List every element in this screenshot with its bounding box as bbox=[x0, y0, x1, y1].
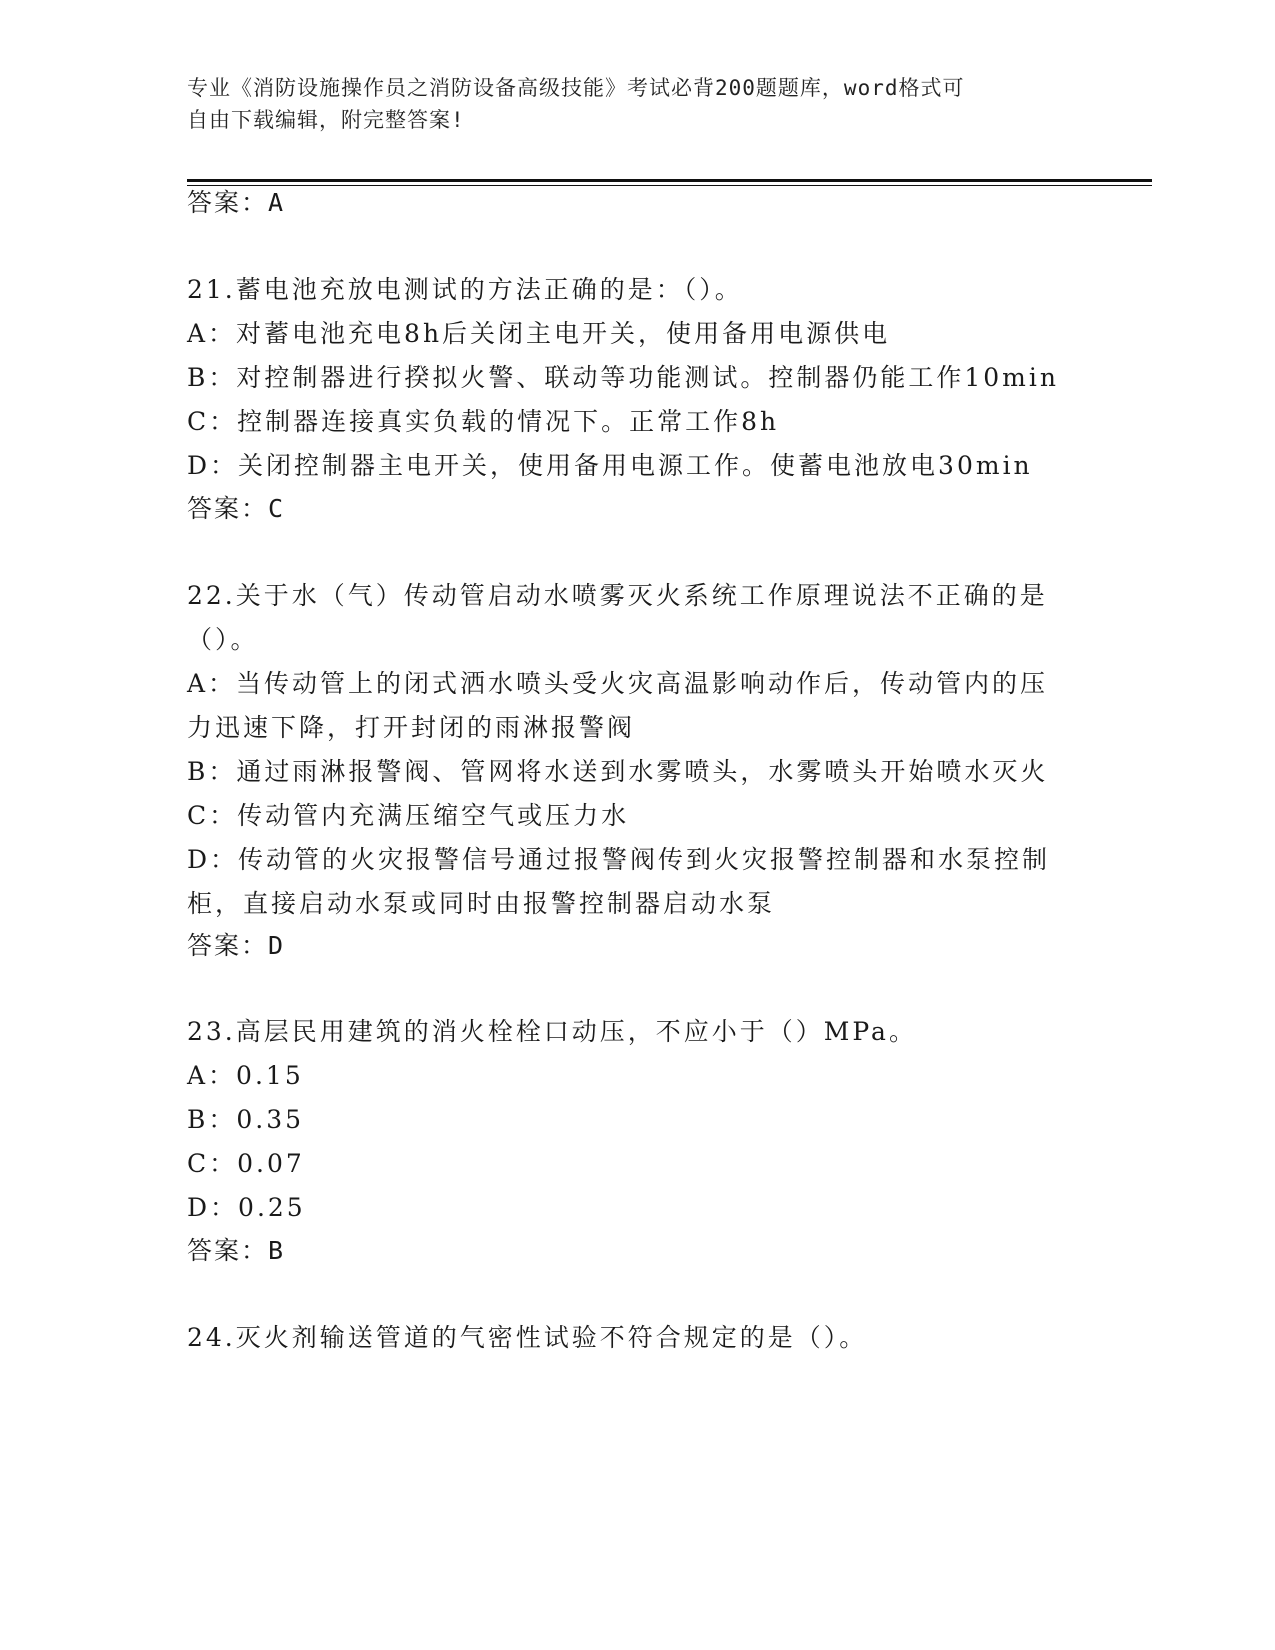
document-header bbox=[187, 72, 1067, 136]
question-21-option-a: A：对蓄电池充电8h后关闭主电开关，使用备用电源供电 bbox=[187, 319, 891, 348]
question-21-option-c: C：控制器连接真实负载的情况下。正常工作8h bbox=[187, 407, 780, 436]
question-23-option-d: D：0.25 bbox=[187, 1193, 306, 1222]
question-21-answer: 答案：C bbox=[187, 494, 286, 523]
question-23-option-b: B：0.35 bbox=[187, 1105, 305, 1134]
question-21-option-b: B：对控制器进行揆拟火警、联动等功能测试。控制器仍能工作10min bbox=[187, 363, 1059, 392]
question-24-stem: 24.灭火剂输送管道的气密性试验不符合规定的是（）。 bbox=[187, 1323, 868, 1352]
header-rule-thick bbox=[187, 179, 1152, 182]
question-22-option-d-line-1: D：传动管的火灾报警信号通过报警阀传到火灾报警控制器和水泵控制 bbox=[187, 845, 1051, 874]
question-23-option-c: C：0.07 bbox=[187, 1149, 305, 1178]
question-22-option-a-line-1: A：当传动管上的闭式洒水喷头受火灾高温影响动作后，传动管内的压 bbox=[187, 669, 1049, 698]
question-23-option-a: A：0.15 bbox=[187, 1061, 304, 1090]
question-22-option-a-line-2: 力迅速下降，打开封闭的雨淋报警阀 bbox=[187, 713, 636, 742]
answer-previous: 答案：A bbox=[187, 188, 286, 217]
question-22-option-d-line-2: 柜，直接启动水泵或同时由报警控制器启动水泵 bbox=[187, 889, 776, 918]
header-line-2: 自由下载编辑，附完整答案! bbox=[187, 108, 465, 132]
question-21-option-d: D：关闭控制器主电开关，使用备用电源工作。使蓄电池放电30min bbox=[187, 451, 1033, 480]
question-22-option-b: B：通过雨淋报警阀、管网将水送到水雾喷头，水雾喷头开始喷水灭火 bbox=[187, 757, 1049, 786]
question-23-answer: 答案：B bbox=[187, 1236, 286, 1265]
question-21-stem: 21.蓄电池充放电测试的方法正确的是：（）。 bbox=[187, 275, 743, 304]
header-line-1: 专业《消防设施操作员之消防设备高级技能》考试必背200题题库，word格式可 bbox=[187, 76, 965, 100]
question-22-option-c: C：传动管内充满压缩空气或压力水 bbox=[187, 801, 630, 830]
question-22-answer: 答案：D bbox=[187, 931, 286, 960]
question-22-stem-line-1: 22.关于水（气）传动管启动水喷雾灭火系统工作原理说法不正确的是 bbox=[187, 581, 1048, 610]
question-23-stem: 23.高层民用建筑的消火栓栓口动压，不应小于（）MPa。 bbox=[187, 1017, 917, 1046]
question-22-stem-line-2: （）。 bbox=[187, 625, 259, 654]
